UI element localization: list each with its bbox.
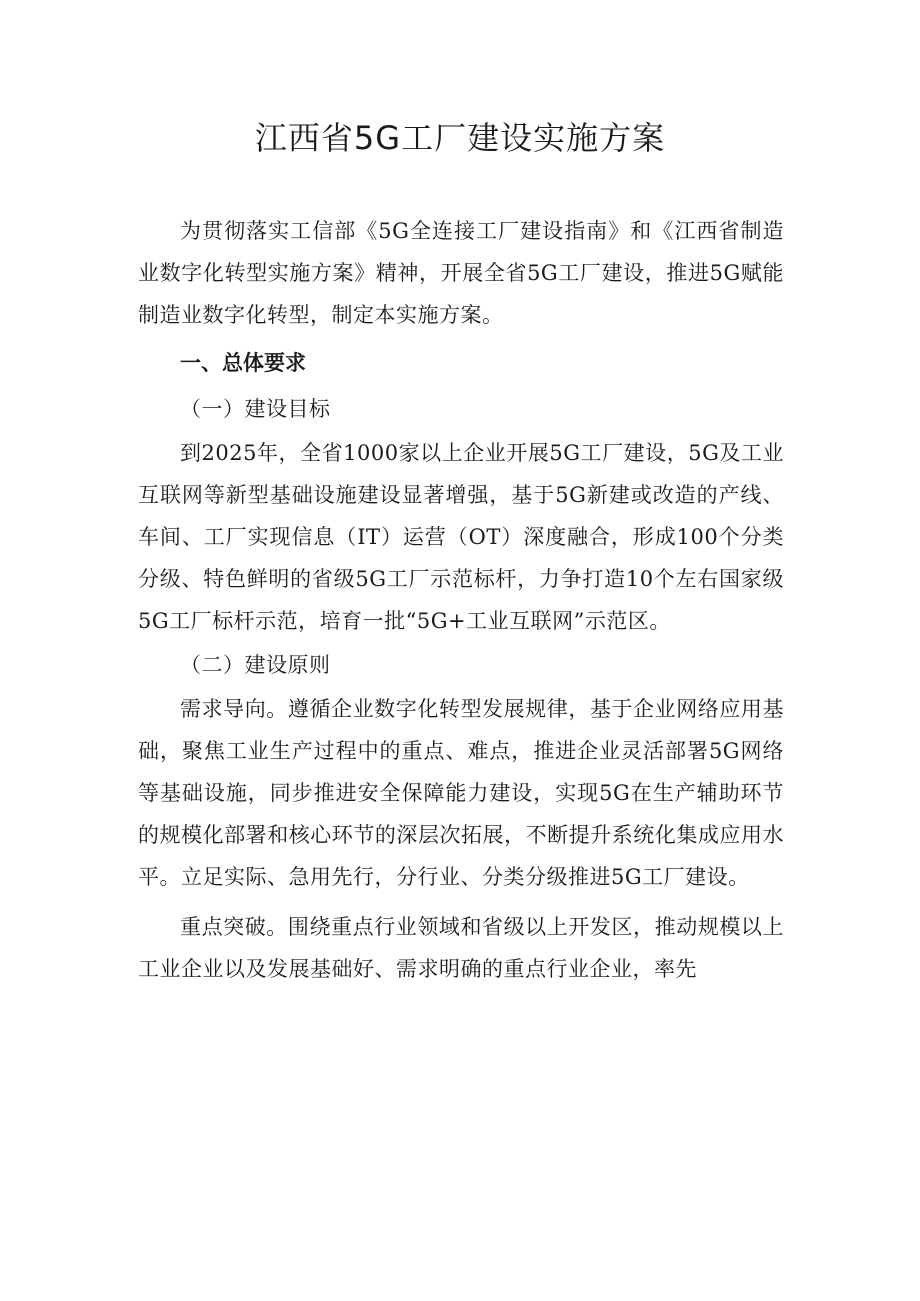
subsection-heading-goals: （一）建设目标 — [180, 397, 331, 421]
document-title: 江西省5G工厂建设实施方案 — [254, 119, 666, 157]
section-heading-general-requirements: 一、总体要求 — [180, 351, 306, 375]
principle-demand-paragraph: 需求导向。遵循企业数字化转型发展规律，基于企业网络应用基础，聚焦工业生产过程中的重点、难点，推进企业灵活部署5G网络等基础设施，同步推进安全保障能力建设，实现5G在生产辅助环节的规模化部署和核心环节的深层次拓展，不断提升系统化集成应用水平。立足实际、急用先行，分行业、分类分级推进5G工厂建设。 — [138, 697, 784, 889]
paragraph-gap — [138, 898, 784, 906]
intro-paragraph: 为贯彻落实工信部《5G全连接工厂建设指南》和《江西省制造业数字化转型实施方案》精神，开展全省5G工厂建设，推进5G赋能制造业数字化转型，制定本实施方案。 — [138, 219, 784, 327]
subsection-heading-principles: （二）建设原则 — [180, 653, 331, 677]
document-body — [138, 210, 784, 990]
principle-breakthrough-paragraph: 重点突破。围绕重点行业领域和省级以上开发区，推动规模以上工业企业以及发展基础好、需求明确的重点行业企业，率先 — [138, 915, 784, 981]
goals-paragraph: 到2025年，全省1000家以上企业开展5G工厂建设，5G及工业互联网等新型基础设施建设显著增强，基于5G新建或改造的产线、车间、工厂实现信息（IT）运营（OT）深度融合，形成100个分类分级、特色鲜明的省级5G工厂示范标杆，力争打造10个左右国家级5G工厂标杆示范，培育一批“5G+工业互联网”示范区。 — [138, 441, 784, 633]
